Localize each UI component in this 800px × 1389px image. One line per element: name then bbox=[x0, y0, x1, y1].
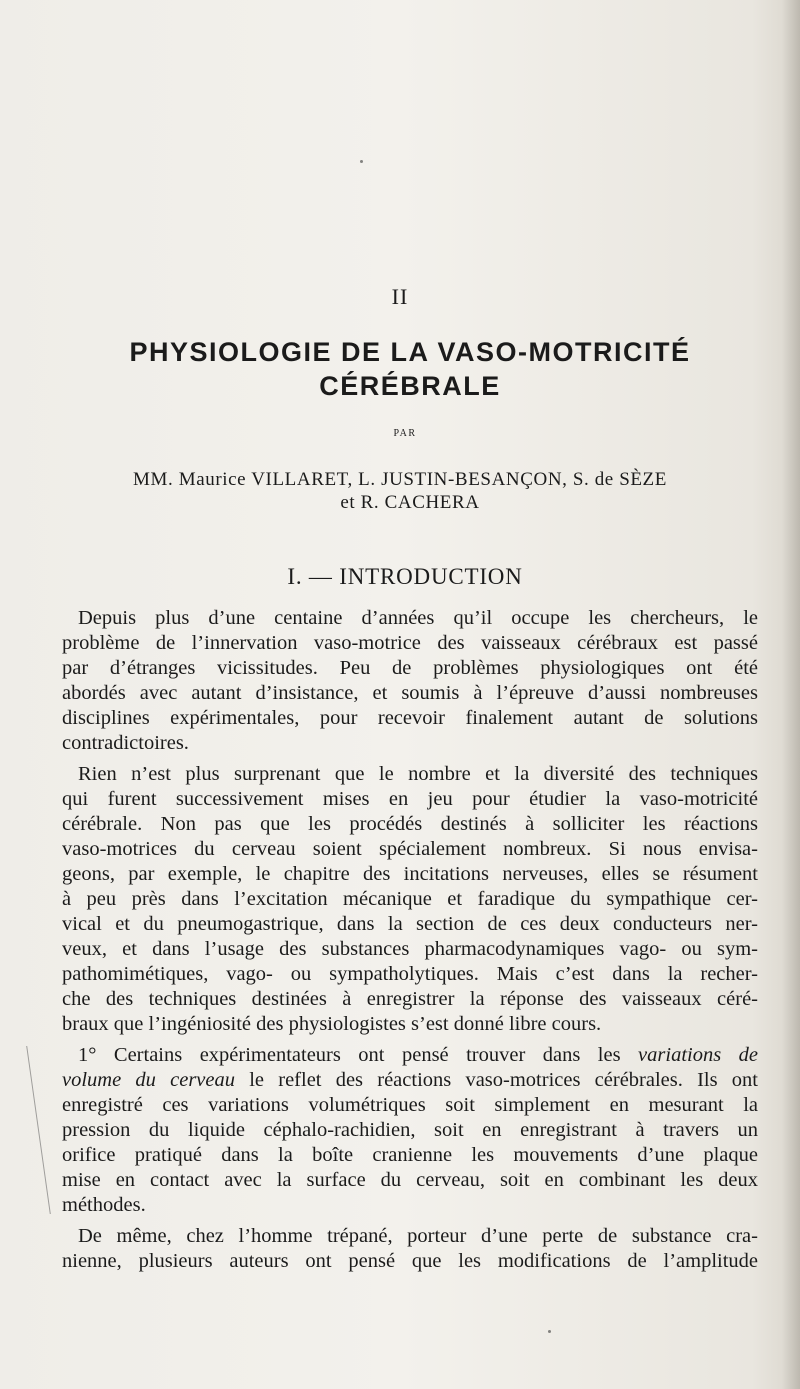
paper-speck bbox=[548, 1330, 551, 1333]
text-line: geons, par exemple, le chapitre des incitations nerveuses, elles se résument bbox=[62, 863, 758, 885]
text-line: à peu près dans l’excitation mécanique et faradique du sympathique cer- bbox=[62, 888, 758, 910]
text-line: braux que l’ingéniosité des physiologistes s’est donné libre cours. bbox=[62, 1013, 602, 1035]
text-line: cérébrale. Non pas que les procédés destinés à solliciter les réactions bbox=[62, 813, 758, 835]
text-line: veux, et dans l’usage des substances pharmacodynamiques vago- ou sym- bbox=[62, 938, 758, 960]
text-line: che des techniques destinées à enregistrer la réponse des vaisseaux céré- bbox=[62, 988, 758, 1010]
text-line: disciplines expérimentales, pour recevoir finalement autant de solutions bbox=[62, 707, 758, 729]
text-line: pression du liquide céphalo-rachidien, soit en enregistrant à travers un bbox=[62, 1119, 758, 1141]
text-line: Depuis plus d’une centaine d’années qu’il occupe les chercheurs, le bbox=[78, 607, 758, 629]
text-line: Rien n’est plus surprenant que le nombre et la diversité des techniques bbox=[78, 763, 758, 785]
section-heading: I. — INTRODUCTION bbox=[287, 564, 523, 589]
text-line: mise en contact avec la surface du cerveau, soit en combinant les deux bbox=[62, 1169, 758, 1191]
text-line: enregistré ces variations volumétriques soit simplement en mesurant la bbox=[62, 1094, 758, 1116]
page-edge-shadow bbox=[782, 0, 800, 1389]
text-line: nienne, plusieurs auteurs ont pensé que les modifications de l’amplitude bbox=[62, 1250, 758, 1272]
text-line bbox=[62, 1068, 758, 1092]
chapter-title-line-2: CÉRÉBRALE bbox=[319, 371, 501, 401]
authors-line-2: et R. CACHERA bbox=[340, 492, 480, 513]
text-line: vical et du pneumogastrique, dans la section de ces deux conducteurs ner- bbox=[62, 913, 758, 935]
text-line: méthodes. bbox=[62, 1194, 146, 1216]
chapter-number: II bbox=[391, 284, 409, 309]
italic-term: variations de bbox=[638, 1044, 758, 1066]
text-line: vaso-motrices du cerveau soient spécialement nombreux. Si nous envisa- bbox=[62, 838, 758, 860]
text-line: contradictoires. bbox=[62, 732, 189, 754]
text-line: De même, chez l’homme trépané, porteur d’une perte de substance cra- bbox=[78, 1225, 758, 1247]
text-run: le reflet des réactions vaso-motrices cérébrales. Ils ont bbox=[249, 1069, 758, 1091]
text-line: orifice pratiqué dans la boîte cranienne les mouvements d’une plaque bbox=[62, 1144, 758, 1166]
text-line: abordés avec autant d’insistance, et soumis à l’épreuve d’aussi nombreuses bbox=[62, 682, 758, 704]
by-label: PAR bbox=[393, 428, 417, 439]
chapter-title-line-1: PHYSIOLOGIE DE LA VASO-MOTRICITÉ bbox=[129, 337, 691, 367]
text-line bbox=[78, 1043, 758, 1067]
text-line: problème de l’innervation vaso-motrice des vaisseaux cérébraux est passé bbox=[62, 632, 758, 654]
text-line: par d’étranges vicissitudes. Peu de problèmes physiologiques ont été bbox=[62, 657, 758, 679]
text-run: 1° Certains expérimentateurs ont pensé trouver dans les bbox=[78, 1044, 621, 1066]
text-line: pathomimétiques, vago- ou sympatholytiques. Mais c’est dans la recher- bbox=[62, 963, 758, 985]
italic-term: volume du cerveau bbox=[62, 1069, 236, 1091]
authors-line-1: MM. Maurice VILLARET, L. JUSTIN-BESANÇON, S. de SÈZE bbox=[133, 469, 667, 490]
text-line: qui furent successivement mises en jeu pour étudier la vaso-motricité bbox=[62, 788, 758, 810]
margin-pencil-mark bbox=[26, 1046, 59, 1214]
paper-speck bbox=[360, 160, 363, 163]
